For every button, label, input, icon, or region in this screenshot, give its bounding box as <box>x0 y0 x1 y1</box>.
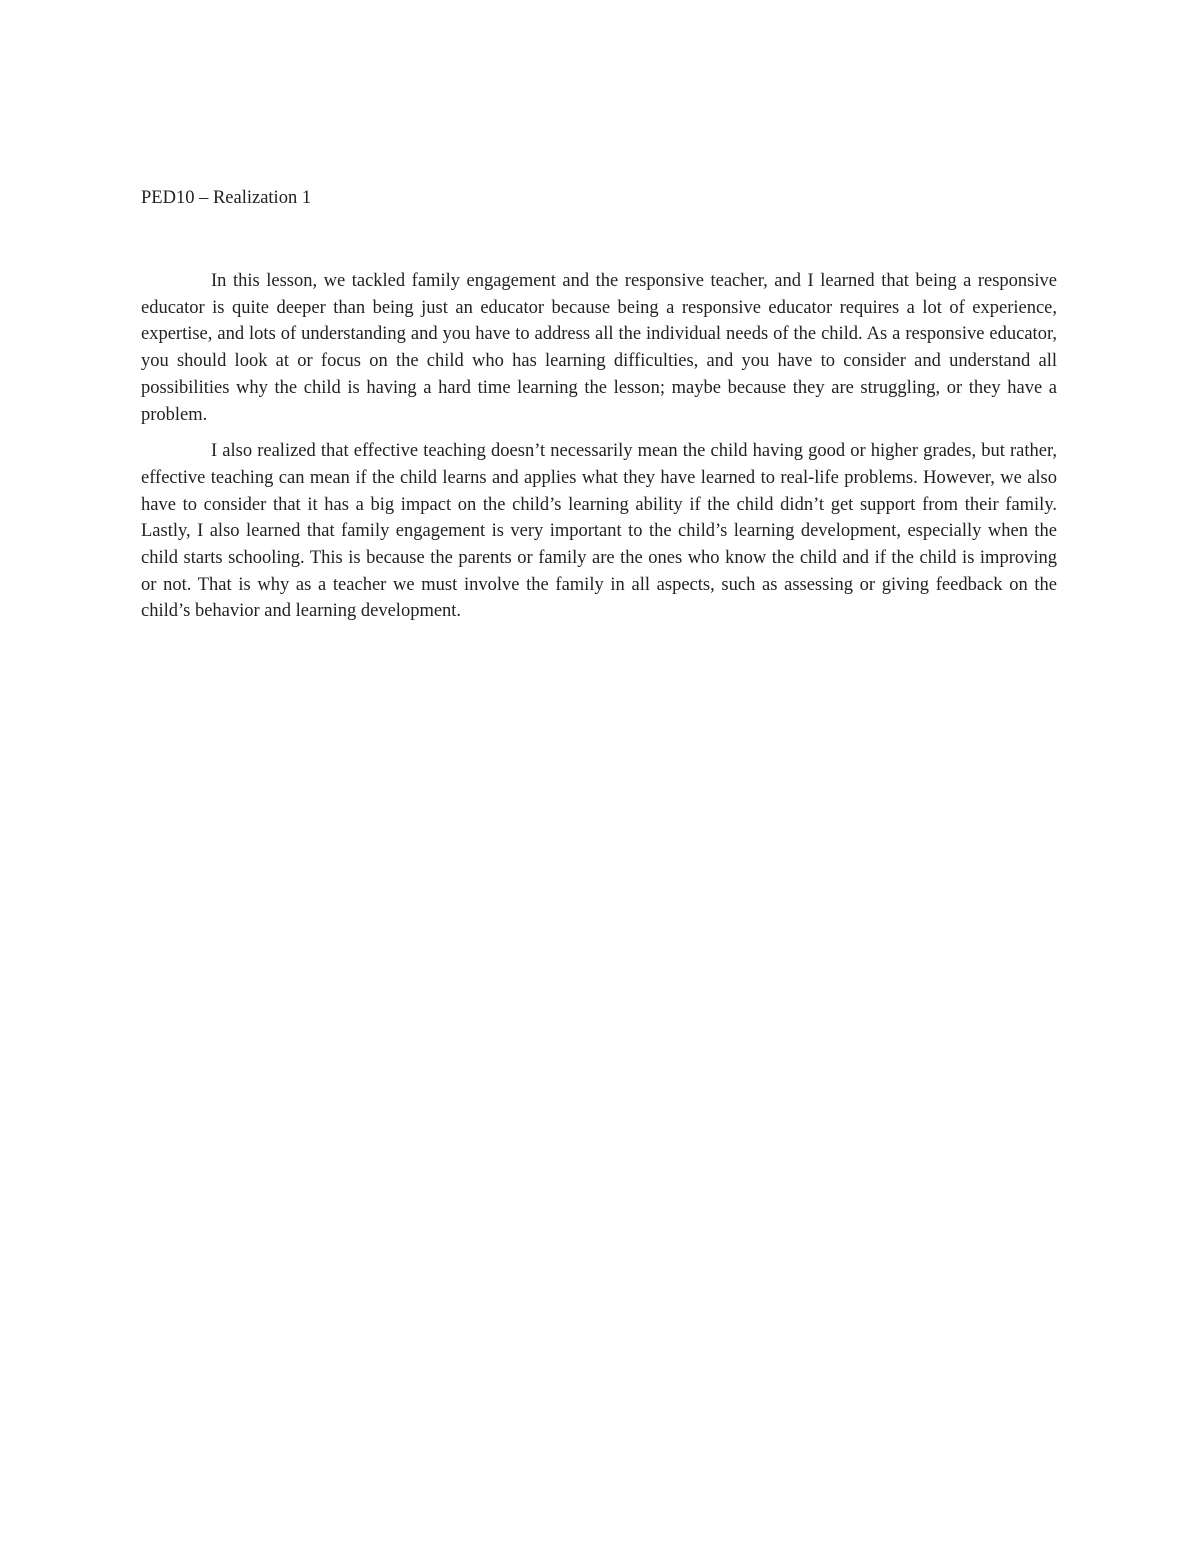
document-body <box>141 268 1057 635</box>
paragraph-2: I also realized that effective teaching doesn’t necessarily mean the child having good or higher grades, but rather, effective teaching can mean if the child learns and applies what they have learned to real-life problems. However, we also have to consider that it has a big impact on the child’s learning ability if the child didn’t get support from their family. Lastly, I also learned that family engagement is very important to the child’s learning development, especially when the child starts schooling. This is because the parents or family are the ones who know the child and if the child is improving or not. That is why as a teacher we must involve the family in all aspects, such as assessing or giving feedback on the child’s behavior and learning development. <box>141 441 1057 622</box>
paragraph-1: In this lesson, we tackled family engagement and the responsive teacher, and I learned that being a responsive educator is quite deeper than being just an educator because being a responsive educator requires a lot of experience, expertise, and lots of understanding and you have to address all the individual needs of the child. As a responsive educator, you should look at or focus on the child who has learning difficulties, and you have to consider and understand all possibilities why the child is having a hard time learning the lesson; maybe because they are struggling, or they have a problem. <box>141 271 1057 425</box>
document-title: PED10 – Realization 1 <box>141 188 312 208</box>
